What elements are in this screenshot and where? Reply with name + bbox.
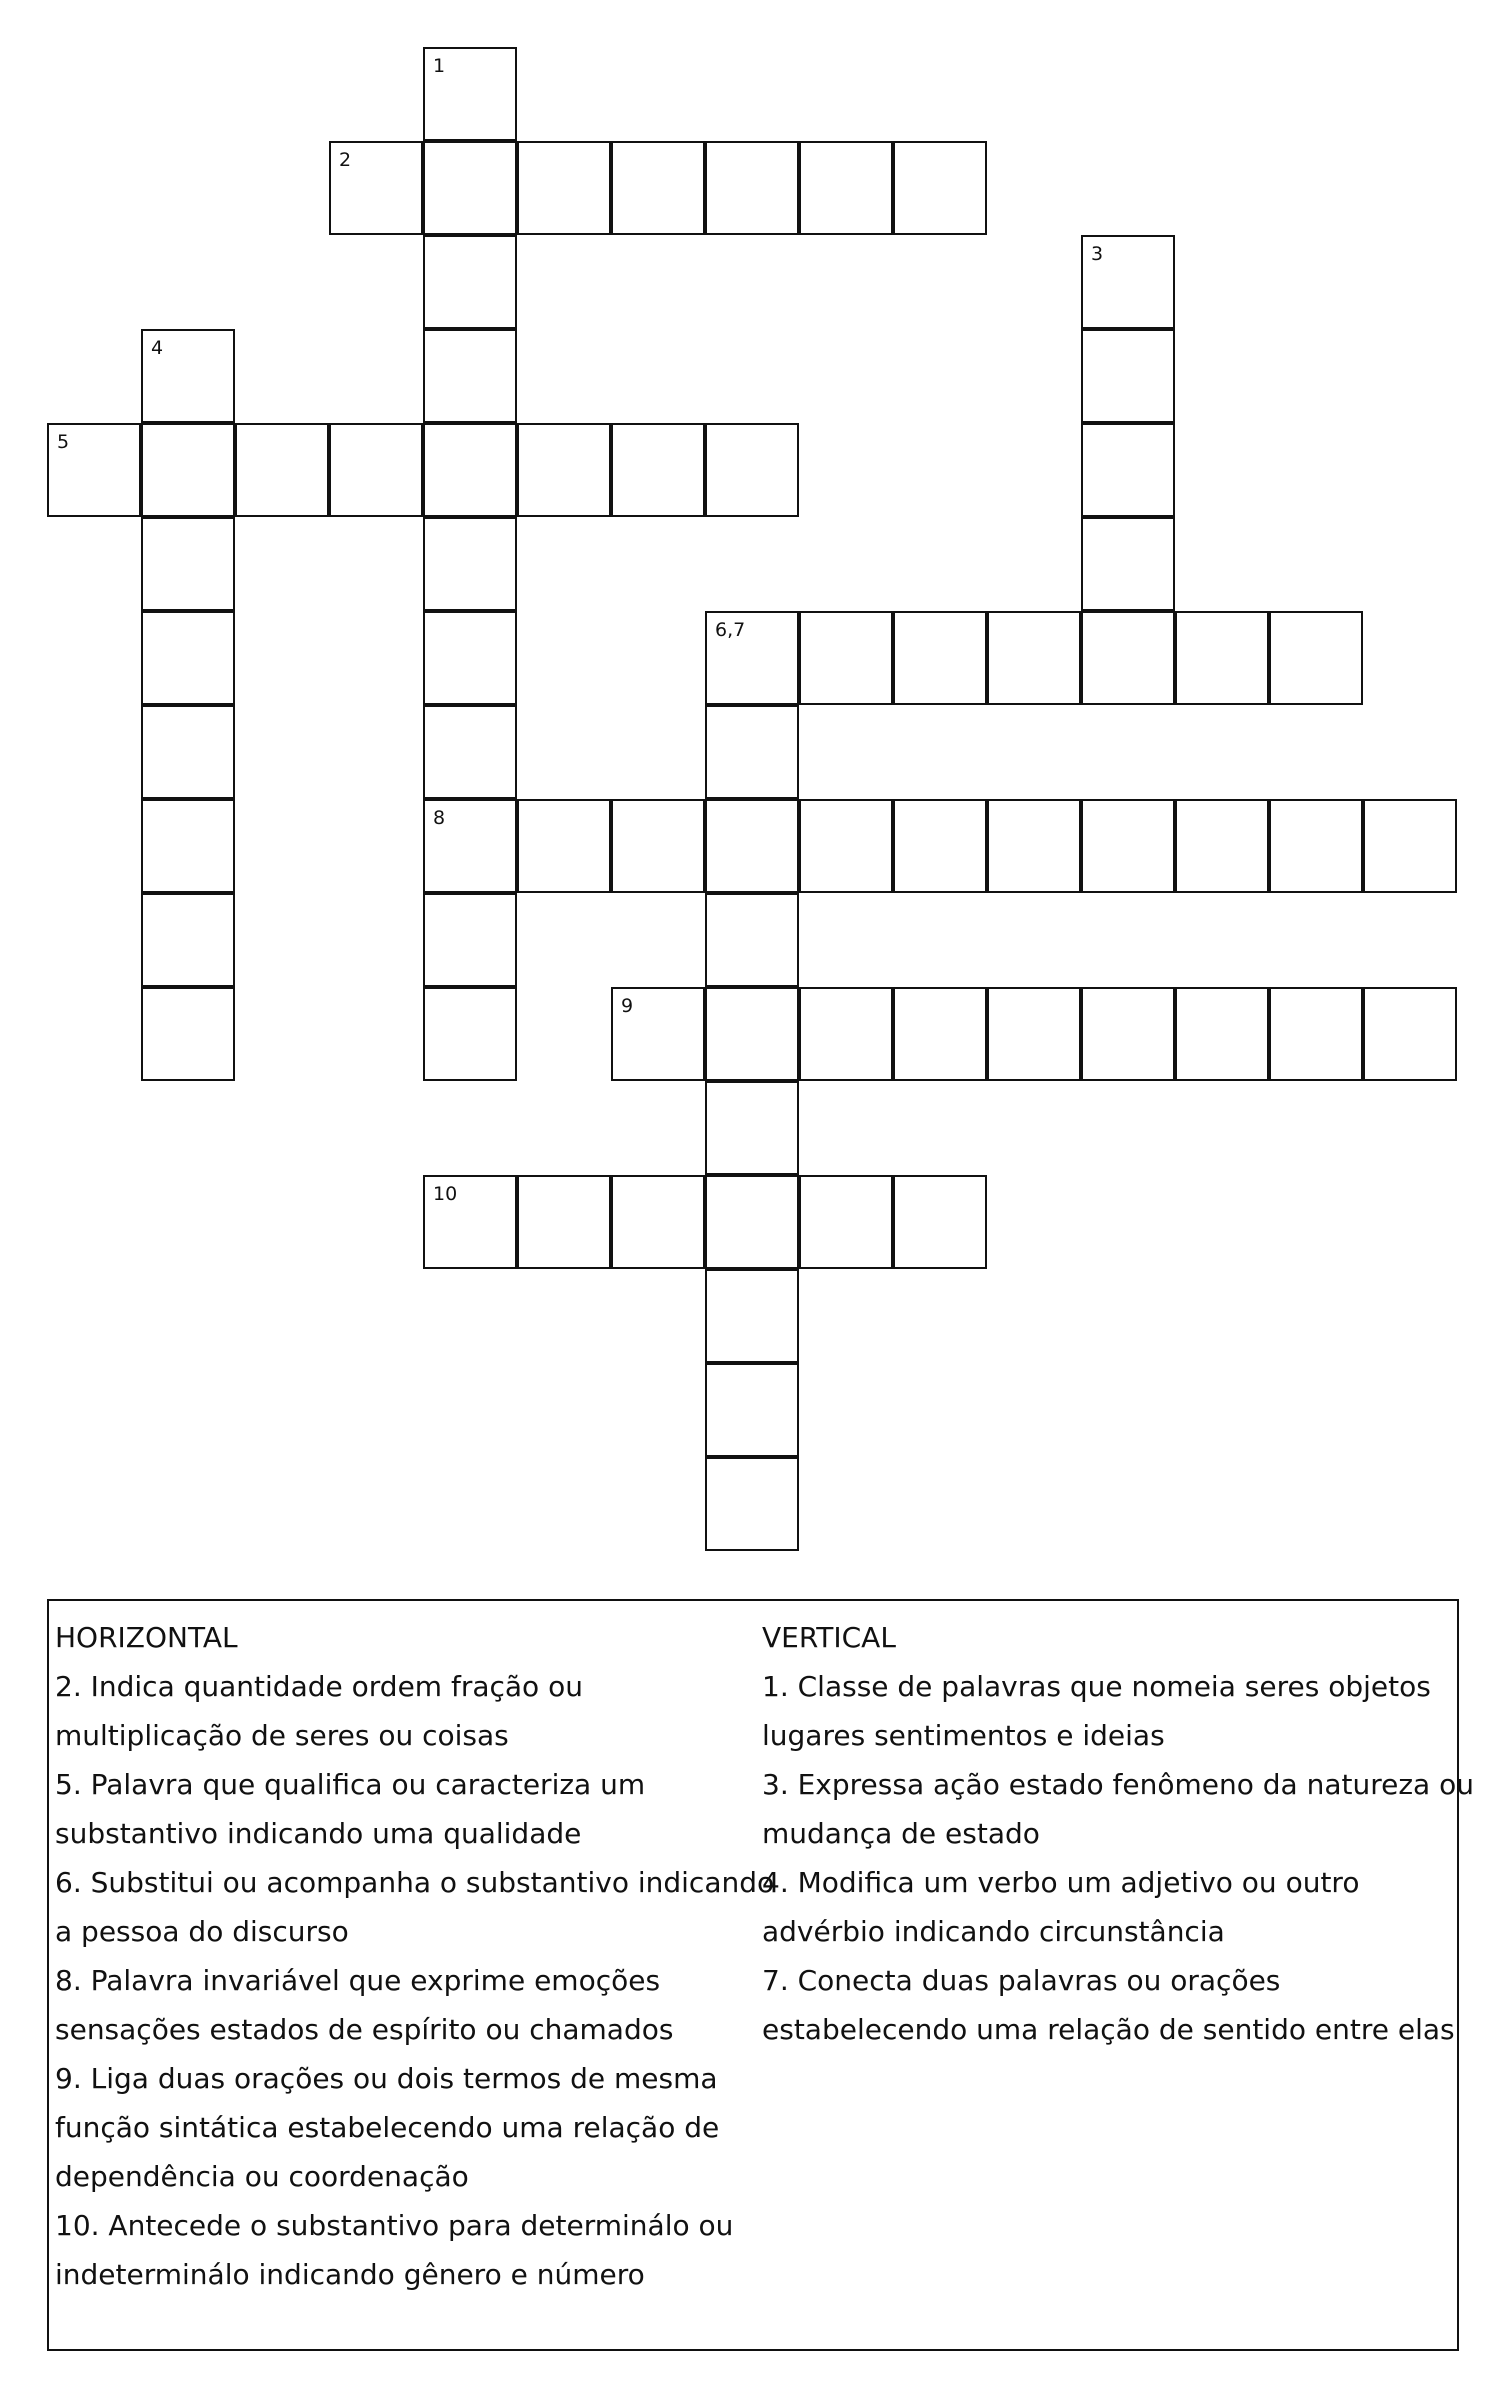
clue-number: 3 (1091, 243, 1104, 265)
clue-number: 10 (433, 1183, 458, 1205)
clue-h9-line1: 9. Liga duas orações ou dois termos de mesma (55, 2062, 718, 2095)
crossword-cell[interactable] (893, 987, 987, 1081)
crossword-cell[interactable] (423, 423, 517, 517)
crossword-cell[interactable] (1363, 799, 1457, 893)
crossword-cell[interactable] (1081, 611, 1175, 705)
clue-h10-line2: indeterminálo indicando gênero e número (55, 2258, 645, 2291)
crossword-cell[interactable] (329, 141, 423, 235)
clue-h5-line1: 5. Palavra que qualifica ou caracteriza um (55, 1768, 646, 1801)
clue-h2-line2: multiplicação de seres ou coisas (55, 1719, 509, 1752)
crossword-cell[interactable] (611, 423, 705, 517)
clue-v4-line1: 4. Modifica um verbo um adjetivo ou outro (762, 1866, 1360, 1899)
horizontal-clues (55, 1613, 775, 2299)
crossword-cell[interactable] (141, 987, 235, 1081)
crossword-cell[interactable] (517, 141, 611, 235)
crossword-cell[interactable] (235, 423, 329, 517)
crossword-cell[interactable] (47, 423, 141, 517)
clue-v7-line1: 7. Conecta duas palavras ou orações (762, 1964, 1281, 1997)
crossword-cell[interactable] (799, 987, 893, 1081)
crossword-cell[interactable] (1081, 423, 1175, 517)
clue-h8-line2: sensações estados de espírito ou chamados (55, 2013, 674, 2046)
crossword-cell[interactable] (517, 799, 611, 893)
crossword-cell[interactable] (141, 611, 235, 705)
crossword-cell[interactable] (423, 235, 517, 329)
crossword-cell[interactable] (423, 611, 517, 705)
clue-h8-line1: 8. Palavra invariável que exprime emoções (55, 1964, 661, 1997)
crossword-cell[interactable] (705, 1457, 799, 1551)
crossword-cell[interactable] (705, 611, 799, 705)
clue-v1-line1: 1. Classe de palavras que nomeia seres objetos (762, 1670, 1431, 1703)
clue-number: 4 (151, 337, 164, 359)
clue-number: 6,7 (715, 619, 746, 641)
clue-v4-line2: advérbio indicando circunstância (762, 1915, 1225, 1948)
crossword-cell[interactable] (893, 611, 987, 705)
crossword-cell[interactable] (1269, 611, 1363, 705)
clue-h5-line2: substantivo indicando uma qualidade (55, 1817, 582, 1850)
crossword-cell[interactable] (1269, 799, 1363, 893)
crossword-cell[interactable] (141, 329, 235, 423)
crossword-cell[interactable] (141, 517, 235, 611)
crossword-cell[interactable] (141, 799, 235, 893)
crossword-cell[interactable] (1081, 517, 1175, 611)
crossword-cell[interactable] (705, 1269, 799, 1363)
vertical-clues (762, 1613, 1474, 2054)
clue-h10-line1: 10. Antecede o substantivo para determinálo ou (55, 2209, 734, 2242)
crossword-cell[interactable] (423, 987, 517, 1081)
clue-h9-line2: função sintática estabelecendo uma relação de (55, 2111, 720, 2144)
clue-v3-line1: 3. Expressa ação estado fenômeno da natureza ou (762, 1768, 1474, 1801)
crossword-cell[interactable] (141, 705, 235, 799)
crossword-cell[interactable] (423, 893, 517, 987)
crossword-cell[interactable] (423, 705, 517, 799)
clue-number: 5 (57, 431, 70, 453)
crossword-cell[interactable] (423, 329, 517, 423)
crossword-cell[interactable] (799, 1175, 893, 1269)
crossword-cell[interactable] (329, 423, 423, 517)
crossword-cell[interactable] (799, 141, 893, 235)
crossword-cell[interactable] (611, 987, 705, 1081)
clue-number: 9 (621, 995, 634, 1017)
crossword-cell[interactable] (423, 47, 517, 141)
crossword-cell[interactable] (611, 1175, 705, 1269)
crossword-cell[interactable] (705, 1363, 799, 1457)
clue-h9-line3: dependência ou coordenação (55, 2160, 469, 2193)
crossword-cell[interactable] (423, 799, 517, 893)
crossword-cell[interactable] (517, 423, 611, 517)
crossword-cell[interactable] (1081, 799, 1175, 893)
crossword-cell[interactable] (987, 611, 1081, 705)
crossword-cell[interactable] (1269, 987, 1363, 1081)
crossword-cell[interactable] (705, 423, 799, 517)
horizontal-title: HORIZONTAL (55, 1621, 238, 1654)
crossword-cell[interactable] (423, 141, 517, 235)
crossword-cell[interactable] (1175, 987, 1269, 1081)
crossword-cell[interactable] (705, 705, 799, 799)
crossword-cell[interactable] (1175, 799, 1269, 893)
crossword-cell[interactable] (893, 1175, 987, 1269)
crossword-cell[interactable] (705, 141, 799, 235)
crossword-cell[interactable] (705, 987, 799, 1081)
crossword-cell[interactable] (1081, 987, 1175, 1081)
crossword-cell[interactable] (423, 517, 517, 611)
crossword-cell[interactable] (987, 987, 1081, 1081)
crossword-cell[interactable] (799, 799, 893, 893)
crossword-cell[interactable] (893, 141, 987, 235)
clue-v7-line2: estabelecendo uma relação de sentido entre elas (762, 2013, 1455, 2046)
crossword-cell[interactable] (705, 1175, 799, 1269)
clue-v3-line2: mudança de estado (762, 1817, 1040, 1850)
clue-h6-line2: a pessoa do discurso (55, 1915, 349, 1948)
clue-h6-line1: 6. Substitui ou acompanha o substantivo indicando (55, 1866, 775, 1899)
crossword-cell[interactable] (705, 799, 799, 893)
crossword-cell[interactable] (611, 799, 705, 893)
crossword-cell[interactable] (987, 799, 1081, 893)
crossword-cell[interactable] (893, 799, 987, 893)
clue-number: 1 (433, 55, 446, 77)
crossword-cell[interactable] (517, 1175, 611, 1269)
clue-v1-line2: lugares sentimentos e ideias (762, 1719, 1165, 1752)
crossword-cell[interactable] (1081, 235, 1175, 329)
crossword-cell[interactable] (141, 893, 235, 987)
vertical-title: VERTICAL (762, 1621, 896, 1654)
clue-h2-line1: 2. Indica quantidade ordem fração ou (55, 1670, 583, 1703)
crossword-cell[interactable] (141, 423, 235, 517)
crossword-cell[interactable] (1175, 611, 1269, 705)
clues-box (47, 1599, 1474, 2351)
crossword-cell[interactable] (1363, 987, 1457, 1081)
crossword-cell[interactable] (705, 893, 799, 987)
crossword-cell[interactable] (423, 1175, 517, 1269)
crossword-cell[interactable] (611, 141, 705, 235)
crossword-cell[interactable] (1081, 329, 1175, 423)
crossword-cell[interactable] (799, 611, 893, 705)
clue-number: 2 (339, 149, 352, 171)
clue-number: 8 (433, 807, 446, 829)
crossword-cell[interactable] (705, 1081, 799, 1175)
